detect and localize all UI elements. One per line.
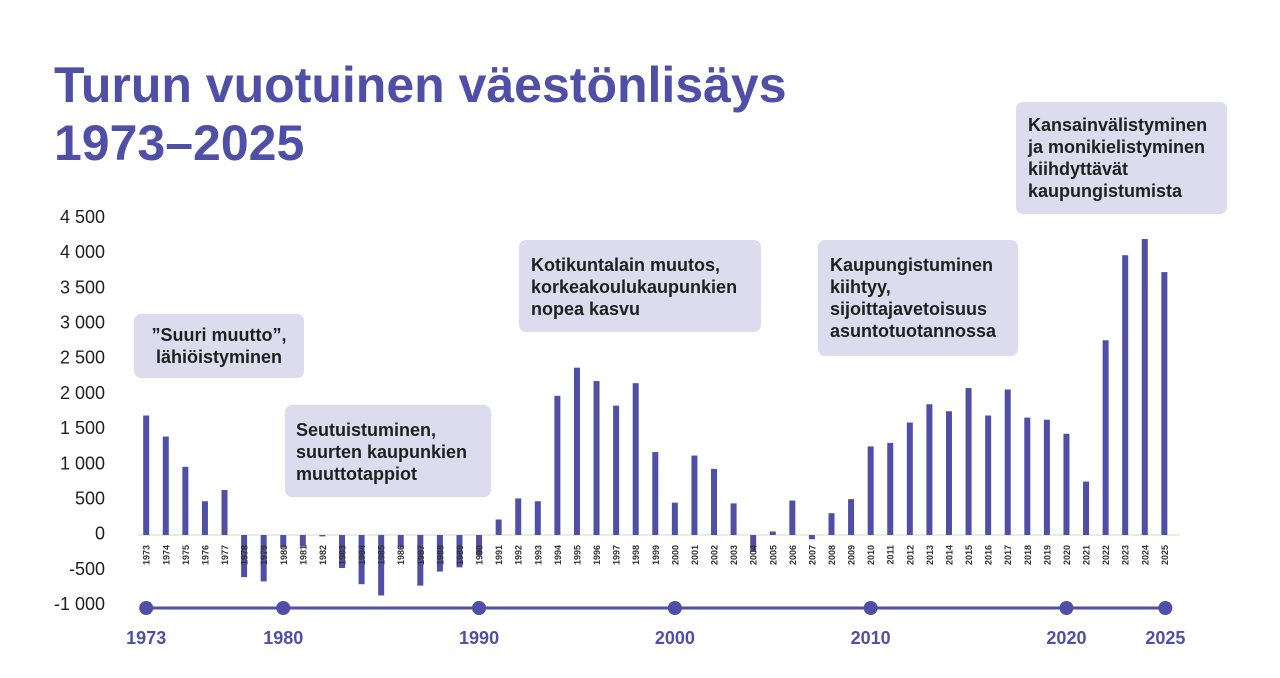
bar-1975 <box>182 467 188 535</box>
y-tick-label: 2 500 <box>59 347 105 368</box>
x-tick-label: 1982 <box>317 545 328 566</box>
timeline-dot-2020 <box>1059 601 1073 615</box>
x-tick-label: 2023 <box>1120 545 1131 566</box>
bar-2015 <box>966 388 972 535</box>
y-tick-label: 1 000 <box>59 453 105 474</box>
x-tick-label: 1988 <box>435 545 446 566</box>
x-tick-label: 2014 <box>944 545 955 566</box>
y-tick-label: 3 500 <box>59 277 105 298</box>
bar-2016 <box>985 415 991 535</box>
callout-kansainvalistyminen: Kansainvälistyminen ja monikielistyminen kiihdyttävät kaupungistumista <box>1016 102 1227 214</box>
bar-2021 <box>1083 482 1089 535</box>
x-tick-label: 2020 <box>1061 545 1072 566</box>
x-tick-label: 1975 <box>180 545 191 566</box>
x-tick-label: 2015 <box>964 545 975 566</box>
bar-2002 <box>711 469 717 535</box>
bar-2022 <box>1103 340 1109 535</box>
bar-2025 <box>1161 272 1167 535</box>
timeline-dot-2025 <box>1158 601 1172 615</box>
bar-2017 <box>1005 389 1011 535</box>
x-tick-label: 2021 <box>1081 545 1092 566</box>
bar-2001 <box>691 456 697 535</box>
bar-2020 <box>1063 434 1069 535</box>
y-tick-label: -1 000 <box>53 594 105 614</box>
timeline <box>126 601 1185 648</box>
bar-1973 <box>143 415 149 535</box>
bar-1997 <box>613 406 619 535</box>
x-tick-label: 1983 <box>337 545 348 566</box>
x-tick-label: 2000 <box>670 545 681 566</box>
x-tick-label: 1999 <box>650 545 661 566</box>
bar-2014 <box>946 411 952 535</box>
y-tick-label: 0 <box>94 523 105 544</box>
title-line-2: 1973–2025 <box>54 115 305 171</box>
x-tick-label: 1985 <box>376 545 387 566</box>
bar-1993 <box>535 501 541 535</box>
x-tick-label: 2002 <box>709 545 720 566</box>
bar-1998 <box>633 383 639 535</box>
timeline-dot-2000 <box>668 601 682 615</box>
bar-2019 <box>1044 420 1050 535</box>
timeline-label-2000: 2000 <box>654 628 695 648</box>
bar-2003 <box>731 503 737 535</box>
bar-2023 <box>1122 255 1128 535</box>
bar-1977 <box>222 490 228 535</box>
x-tick-label: 1976 <box>200 545 211 566</box>
bar-2006 <box>789 501 795 535</box>
x-tick-label: 1987 <box>415 545 426 566</box>
x-tick-label: 1990 <box>474 545 485 566</box>
x-tick-label: 1980 <box>278 545 289 566</box>
bar-1995 <box>574 368 580 535</box>
x-tick-label: 1996 <box>592 545 603 566</box>
timeline-label-2020: 2020 <box>1046 628 1087 648</box>
y-tick-label: 1 500 <box>59 418 105 439</box>
x-tick-label: 1998 <box>631 545 642 566</box>
x-tick-label: 1992 <box>513 545 524 566</box>
bar-1991 <box>496 520 502 535</box>
bar-1974 <box>163 437 169 535</box>
timeline-label-2010: 2010 <box>850 628 891 648</box>
y-tick-label: -500 <box>68 558 105 579</box>
timeline-dot-1990 <box>472 601 486 615</box>
x-tick-label: 1997 <box>611 545 622 566</box>
x-tick-label: 1977 <box>220 545 231 566</box>
x-tick-label: 2001 <box>689 545 700 566</box>
bar-2024 <box>1142 239 1148 535</box>
x-tick-label: 2008 <box>827 545 837 566</box>
bar-2000 <box>672 503 678 535</box>
callout-kaupungistuminen: Kaupungistuminen kiihtyy, sijoittajavetoisuus asuntotuotannossa <box>818 240 1018 356</box>
bar-2007 <box>809 535 815 539</box>
x-tick-label: 1989 <box>454 545 465 566</box>
timeline-label-1990: 1990 <box>459 628 500 648</box>
x-tick-label: 1978 <box>239 545 250 566</box>
timeline-dot-2010 <box>864 601 878 615</box>
x-tick-label: 1994 <box>552 545 563 566</box>
timeline-dot-1973 <box>139 601 153 615</box>
x-tick-label: 2024 <box>1140 545 1151 566</box>
x-tick-label: 2016 <box>983 545 994 566</box>
x-tick-label: 2004 <box>748 545 759 566</box>
x-tick-label: 2006 <box>787 545 798 566</box>
x-tick-label: 1979 <box>259 545 270 566</box>
bar-1976 <box>202 501 208 535</box>
timeline-label-1973: 1973 <box>126 628 167 648</box>
x-tick-label: 2019 <box>1042 545 1053 566</box>
bar-2005 <box>770 531 776 535</box>
bar-1999 <box>652 452 658 535</box>
x-tick-label: 1993 <box>533 545 544 566</box>
bar-1982 <box>319 535 325 536</box>
timeline-dot-1980 <box>276 601 290 615</box>
bar-2009 <box>848 499 854 535</box>
x-tick-label: 1984 <box>357 545 368 566</box>
bar-2013 <box>926 404 932 535</box>
x-tick-label: 2011 <box>885 545 896 565</box>
x-tick-label: 1981 <box>298 545 309 566</box>
x-tick-label: 1991 <box>494 545 505 566</box>
x-tick-label: 2009 <box>846 545 857 566</box>
x-tick-label: 2025 <box>1159 545 1170 566</box>
x-tick-label: 2012 <box>905 545 916 566</box>
x-tick-label: 2007 <box>807 545 818 566</box>
y-tick-label: 2 000 <box>59 382 105 403</box>
x-tick-label: 2017 <box>1003 545 1014 566</box>
callout-kotikuntalain-muutos: Kotikuntalain muutos, korkeakoulukaupunkien nopea kasvu <box>519 240 761 332</box>
y-tick-label: 4 500 <box>59 207 105 227</box>
y-tick-label: 4 000 <box>59 242 105 263</box>
x-tick-label: 2022 <box>1101 545 1112 566</box>
x-tick-label: 2018 <box>1022 545 1033 566</box>
x-tick-label: 2003 <box>729 545 740 566</box>
y-tick-label: 3 000 <box>59 312 105 333</box>
x-tick-label: 2010 <box>866 545 877 566</box>
x-tick-label: 2005 <box>768 545 779 566</box>
bar-2012 <box>907 423 913 535</box>
y-axis <box>54 207 105 614</box>
bar-2018 <box>1024 418 1030 535</box>
bar-2008 <box>829 513 835 535</box>
y-tick-label: 500 <box>74 488 105 509</box>
x-tick-label: 1986 <box>396 545 407 566</box>
bar-2011 <box>887 443 893 535</box>
bar-1981 <box>300 535 306 546</box>
timeline-label-1980: 1980 <box>263 628 304 648</box>
x-tick-label: 1974 <box>161 545 172 566</box>
bar-2010 <box>868 446 874 535</box>
x-axis <box>142 545 1170 565</box>
x-tick-label: 1995 <box>572 545 583 566</box>
bar-1996 <box>594 381 600 535</box>
callout-seutuistuminen: Seutuistuminen, suurten kaupunkien muuttotappiot <box>285 405 491 497</box>
x-tick-label: 1973 <box>141 545 152 566</box>
bar-1994 <box>554 396 560 535</box>
title-line-1: Turun vuotuinen väestönlisäys <box>54 57 787 113</box>
x-tick-label: 2013 <box>924 545 935 566</box>
bar-1992 <box>515 498 521 535</box>
timeline-label-2025: 2025 <box>1145 628 1186 648</box>
callout-suuri-muutto: ”Suuri muutto”, lähiöistyminen <box>134 314 304 378</box>
